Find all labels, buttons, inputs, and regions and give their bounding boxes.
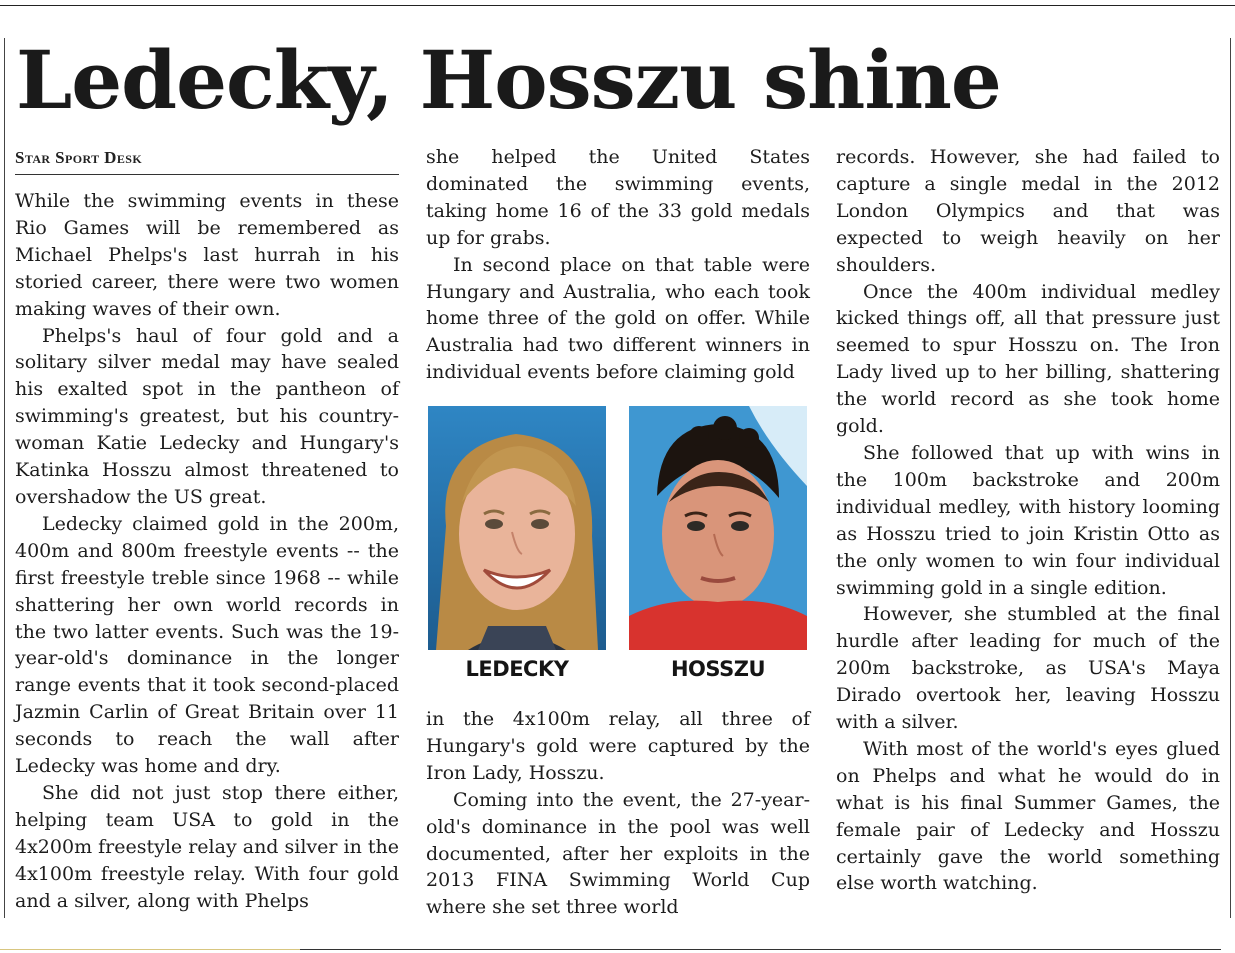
headline: Ledecky, Hosszu shine bbox=[16, 33, 1001, 127]
paragraph: With most of the world's eyes glued on Phelps and what he would do in what is his final Summer Games, the female pair of Ledecky and Hosszu certainly gave the world something else worth watching. bbox=[836, 737, 1220, 895]
paragraph: Once the 400m individual medley kicked things off, all that pressure just seemed to spur Hosszu on. The Iron Lady lived up to her billing, shattering the world record as she took home gold. bbox=[836, 280, 1220, 438]
paragraph: In second place on that table were Hungary and Australia, who each took home three of the gold on offer. While Australia had two different winners in individual events before claiming gold bbox=[426, 253, 810, 384]
paragraph: She followed that up with wins in the 100m backstroke and 200m individual medley, with history looming as Hosszu tried to join Kristin Otto as the only women to win four individual swimming gold in a single edition. bbox=[836, 441, 1220, 599]
column-2-bottom bbox=[426, 706, 810, 921]
column-2-top bbox=[426, 144, 810, 386]
paragraph: she helped the United States dominated the swimming events, taking home 16 of the 33 gold medals up for grabs. bbox=[426, 146, 810, 249]
hosszu-caption: HOSSZU bbox=[670, 657, 765, 681]
paragraph: She did not just stop there either, helping team USA to gold in the 4x200m freestyle relay and silver in the 4x100m freestyle relay. With four gold and a silver, along with Phelps bbox=[15, 781, 399, 912]
paragraph: Ledecky claimed gold in the 200m, 400m and 800m freestyle events -- the first freestyle treble since 1968 -- while shattering her own world records in the two latter events. Such was the 19-year-old's dominance in the longer range events that it took second-placed Jazmin Carlin of Great Britain over 11 seconds to reach the wall after Ledecky was home and dry. bbox=[15, 512, 399, 778]
paragraph: Phelps's haul of four gold and a solitary silver medal may have sealed his exalted spot in the pantheon of swimming's greatest, but his country-woman Katie Ledecky and Hungary's Katinka Hosszu almost threatened to overshadow the US great. bbox=[15, 324, 399, 508]
paragraph: However, she stumbled at the final hurdle after leading for much of the 200m backstroke, as USA's Maya Dirado overtook her, leaving Hosszu with a silver. bbox=[836, 603, 1220, 734]
paragraph: in the 4x100m relay, all three of Hungary's gold were captured by the Iron Lady, Hosszu. bbox=[426, 708, 810, 784]
paragraph: While the swimming events in these Rio Games will be remembered as Michael Phelps's last hurrah in his storied career, there were two women making waves of their own. bbox=[15, 190, 399, 320]
byline: Star Sport Desk bbox=[15, 148, 399, 175]
hosszu-photo bbox=[629, 406, 807, 650]
left-border-rule bbox=[4, 38, 5, 918]
bottom-accent-rule bbox=[0, 949, 300, 950]
right-border-rule bbox=[1230, 38, 1231, 918]
paragraph: Coming into the event, the 27-year-old's dominance in the pool was well documented, after her exploits in the 2013 FINA Swimming World Cup where she set three world bbox=[426, 788, 810, 919]
column-3 bbox=[836, 144, 1220, 897]
ledecky-caption: LEDECKY bbox=[465, 657, 569, 681]
paragraph: records. However, she had failed to capture a single medal in the 2012 London Olympics and that was expected to weigh heavily on her shoulders. bbox=[836, 146, 1220, 276]
ledecky-photo bbox=[428, 406, 606, 650]
column-1 bbox=[15, 188, 399, 914]
top-rule bbox=[0, 5, 1235, 6]
bottom-rule bbox=[300, 949, 1221, 950]
